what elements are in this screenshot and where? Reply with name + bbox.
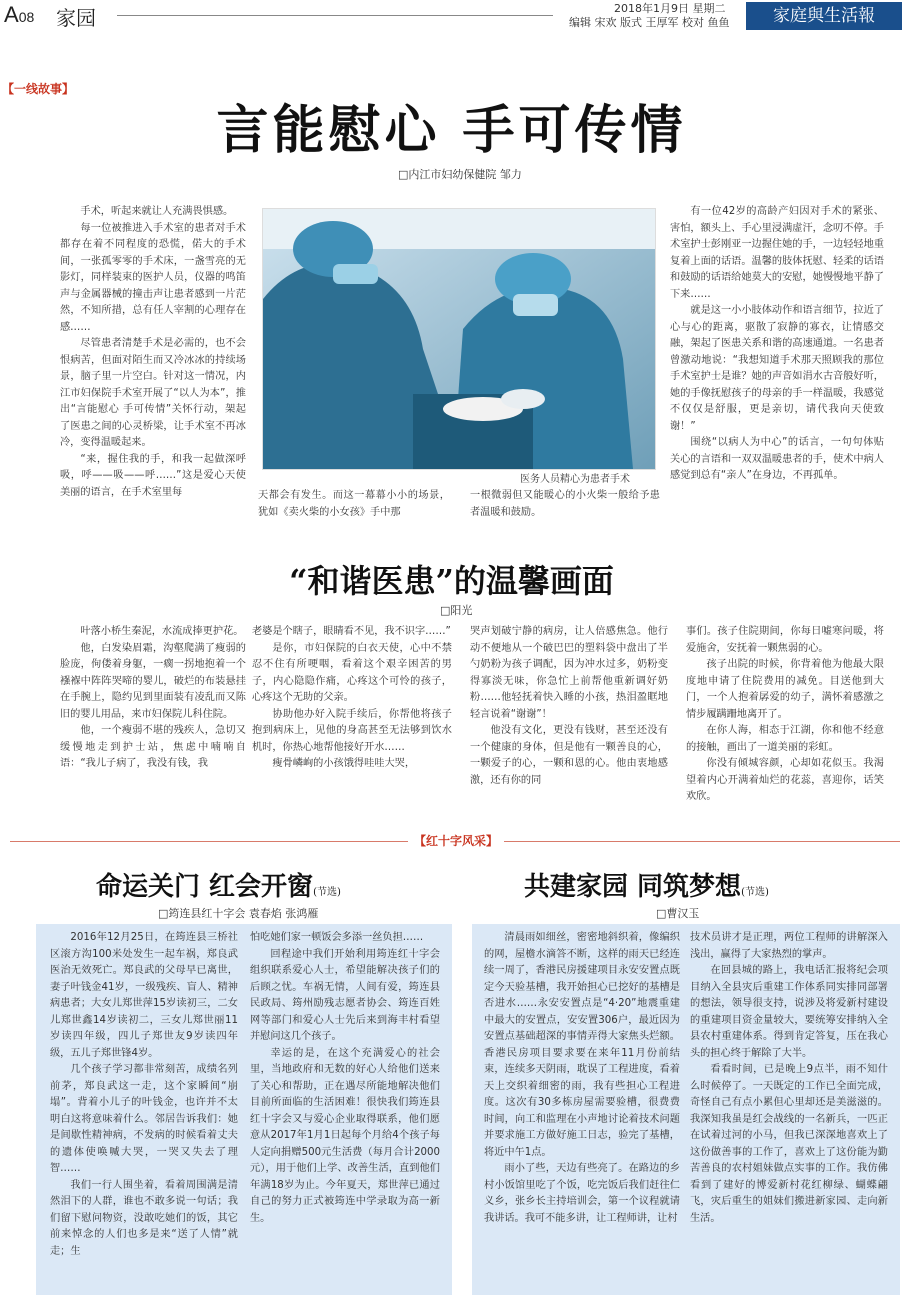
page-number: A08: [4, 2, 35, 27]
issue-date: 2018年1月9日 星期二: [614, 2, 726, 15]
story4-column-1: 清晨雨如细丝，密密地斜织着，像编织的网，屋檐水滴答不断，这样的雨天已经连续一周了，香港民房援建项目永安安置点既定今天验基槽，我开始担心已挖好的基槽是否进水……永安安置点是“4·20”地震重建中最大的安置点，安安置306户，最近因为安置点基础超深的事情弄得大家焦头烂额。香港民房项目要求要在来年11月份前结束，连续多天阴雨，耽误了工程进度，看着天上交织着细密的雨，我有些担心工程进度。这次有30多栋房屋需要验槽，很费费时间，向工和监理在小声地讨论着技术问题并要求施工方做好施工日志，验完了基槽，将近中午1点。 雨小了些，天边有些亮了。在路边的乡村小饭馆里吃了个饭，吃完饭后我们赶往仁义乡，张乡长主持培训会，第一个议程就请我讲话。我可不能多讲，让工程师讲，让村: [484, 932, 680, 1224]
photo-caption: 医务人员精心为患者手术: [520, 474, 630, 485]
editor-credits: 编辑 宋欢 版式 王厚军 校对 鱼鱼: [569, 16, 730, 29]
story4-byline: □曹汉玉: [656, 907, 700, 920]
story3-byline: □筠连县红十字会 袁春焰 张鸿雁: [158, 907, 319, 920]
section-tag-frontline: 【一线故事】: [2, 82, 75, 96]
story2-headline: “和谐医患”的温馨画面: [289, 562, 614, 600]
story2-column-1: 叶落小桥生秦泥，水流成捧更护花。 他，白发染眉霜，沟壑爬满了瘦弱的脸庞，佝偻着身躯，一瘸一拐地抱着一个襁褓中阵阵哭啼的婴儿，破烂的布装悬挂在手腕上，隐约见到里面装有凌乱而又陈旧的婴儿用品，来市妇保院儿科住院。 他，一个瘦弱不堪的残疾人，急切又缓慢地走到护士站，焦虑中喃喃自语：“我儿子病了，我没有钱，我: [60, 626, 246, 769]
story1-column-2-bottom: 天都会有发生。而这一幕幕小小的场景，犹如《卖火柴的小女孩》手中那: [258, 490, 450, 518]
story3-headline: 命运关门 红会开窗(节选): [96, 872, 341, 902]
story1-column-3-bottom: 一根微弱但又能暖心的小火柴一般给予患者温暖和鼓励。: [470, 490, 660, 518]
story1-byline: □内江市妇幼保健院 邹力: [398, 168, 522, 181]
story3-column-2: 怕吃她们家一顿饭会多添一丝负担…… 回程途中我们开始利用筠连红十字会组织联系爱心人士，希望能解决孩子们的后顾之忧。车祸无情，人间有爱，筠连县民政局、筠州励残志愿者协会、筠连百姓网等部门和爱心人士先后来到海丰村看望并慰问这几个孩子。 幸运的是，在这个充满爱心的社会里，当地政府和无数的好心人给他们送来了关心和帮助，正在遇尽所能地解决他们目前所面临的生活困难！很快我们筠连县红十字会又与爱心企业取得联系，他们愿意从2017年1月1日起每个月给4个孩子每人定向捐赠500元生活费（每月合计2000元），用于他们上学、改善生活，直到他们年满18岁为止。今年夏天，郑世萍已通过自己的努力正式被筠连中学录取为高一新生。: [250, 932, 440, 1224]
story2-column-2: 老婆是个瞎子，眼睛看不见，我不识字……” 是你，市妇保院的白衣天使，心中不禁忍不住有所哽咽，看着这个艰辛困苦的男子，内心隐隐作痛，心疼这个可怜的孩子，心疼这个无助的父亲。 协助他办好入院手续后，你帮他将孩子抱到病床上，见他的身高甚至无法够到饮水机时，你热心地帮他接好开水…… 瘦骨嶙峋的小孩饿得哇哇大哭，: [252, 626, 452, 769]
story3-column-1: 2016年12月25日，在筠连县三桥社区滚方沟100米处发生一起车祸，郑良武医治无效死亡。郑良武的父母早已离世，妻子叶钱金41岁，一级残疾、盲人、精神病患者；大女儿郑世萍15岁读初三，二女儿郑世鑫14岁读初二，三女儿郑世丽11岁读四年级，四儿子郑世友9岁读四年级，五儿子郑世锋4岁。 几个孩子学习都非常刻苦，成绩名列前茅，郑良武这一走，这个家瞬间“崩塌”。背着小儿子的叶钱金，也许并不太明白这将意味着什么。邻居告诉我们：她是间歇性精神病，不发病的时候看着丈夫的遗体使唤喊大哭，一哭又失去了理智…… 我们一行人围坐着，看着周围满是清然泪下的人群，谁也不敢多说一句话；我们留下慰问物资，没敢吃她们的饭，其它前来悼念的人们也多是来“送了人情”就走；生: [50, 932, 238, 1257]
header-rule: [117, 15, 553, 16]
story4-headline: 共建家园 同筑梦想(节选): [524, 872, 769, 902]
story4-column-2: 技术员讲才是正理，两位工程师的讲解深入浅出，赢得了大家热烈的掌声。 在回县城的路上，我电话汇报将纪会项目纳入全县灾后重建工作体系同实排同部署的想法，领导很支持，说涉及将爱新村建设的重建项目资金量较大，要统筹安排纳入全县农村重建体系。得到肯定答复，压在我心头的担心终于解除了大半。 看看时间，已是晚上9点半，雨不知什么时候停了。一天既定的工作已全面完成，奇怪自己有点小累但心里却还是美滋滋的。我深知我虽是红会战线的一名新兵，一匹正在试着过河的小马，但我已深深地喜欢上了这份做善事的工作了，喜欢上了这份能为勤苦善良的农村姐妹做点实事的工作。我仿佛看到了建好的博爱新村花红柳绿、蝴蝶翩飞，灾后重生的姐妹们搬进新家园、走向新生活。: [690, 932, 888, 1224]
surgery-photo: [262, 208, 656, 470]
newspaper-logo: 家庭與生活報: [746, 2, 902, 30]
story2-byline: □阳光: [440, 604, 473, 617]
story1-column-4: 有一位42岁的高龄产妇因对手术的紧张、害怕，额头上、手心里浸满虚汗，念叨不停。手术室护士彭刚亚一边握住她的手，一边轻轻地重复着上面的话语。温馨的肢体抚慰、轻柔的话语和鼓励的话语给她莫大的安慰，她慢慢地平静了下来…… 就是这一小小肢体动作和语言细节，拉近了心与心的距离，驱散了寂静的寡衣，让情感交融，架起了医患关系和谐的高速通道。一名患者曾激动地说：“我想知道手术那天照顾我的那位手术室护士是谁？她的声音如涓水古音般好听，她的手像抚慰孩子的母亲的手一样温暖，我感觉不仅仅是舒服，更是亲切，请代我向天使致谢！” 围绕“以病人为中心”的话言，一句句体贴关心的言语和一双双温暖患者的手，使术中病人感觉到总有“亲人”在身边，不再孤单。: [670, 206, 884, 481]
story2-column-4: 事们。孩子住院期间，你每日嘘寒问暖，将爱施舍，安抚着一颗焦弱的心。 孩子出院的时候，你背着他为他最大限度地申请了住院费用的减免。目送他到大门，一个人抱着孱爱的幼子，满怀着感激之情步履蹒跚地离开了。 在你人海，相态于江湖，你和他不经意的接触，画出了一道美丽的彩虹。 你没有倾城容颜，心却如花似玉。我渴望着内心开满着灿烂的花蕊，喜迎你，话笑欢欣。: [686, 626, 884, 802]
section-name: 家园: [56, 6, 96, 30]
section-tag-redcross: 【红十字风采】: [408, 831, 504, 851]
story1-column-1: 手术，听起来就让人充满畏惧感。 每一位被推进入手术室的患者对手术都存在着不同程度的恐慌，偌大的手术间，一张孤零零的手术床，一盏雪亮的无影灯，同样装束的医护人员，仪器的鸣笛声与金属器械的撞击声让患者感到一片茫然，不知所措，总有任人宰割的心理存在感…… 尽管患者清楚手术是必需的，也不会恨病苦，但面对陌生而又冷冰冰的持续场景，脑子里一片空白。针对这一情况，内江市妇保院手术室开展了“以人为本”，推出“言能慰心 手可传情”关怀行动，架起了医患之间的心灵桥梁，让手术室不再冰冷，变得温暖起来。 “来，握住我的手，和我一起做深呼吸，呼——吸——呼……”这是爱心天使美丽的语言，在手术室里每: [60, 206, 246, 498]
story1-headline: 言能慰心 手可传情: [216, 100, 687, 161]
story2-column-3: 哭声划破宁静的病房，让人倍感焦急。他行动不便地从一个破巴巴的塑料袋中盘出了半勺奶粉为孩子调配，因为冲水过多，奶粉变得寡淡无味，你急忙上前帮他重新调好奶粉……他轻抚着快入睡的小孩，热泪盈眶地轻言说着“谢谢”！ 他没有文化，更没有钱财，甚至还没有一个健康的身体，但是他有一颗善良的心，一颗爱子的心，一颗和恩的心。他由衷地感激，还有你的同: [470, 626, 668, 786]
